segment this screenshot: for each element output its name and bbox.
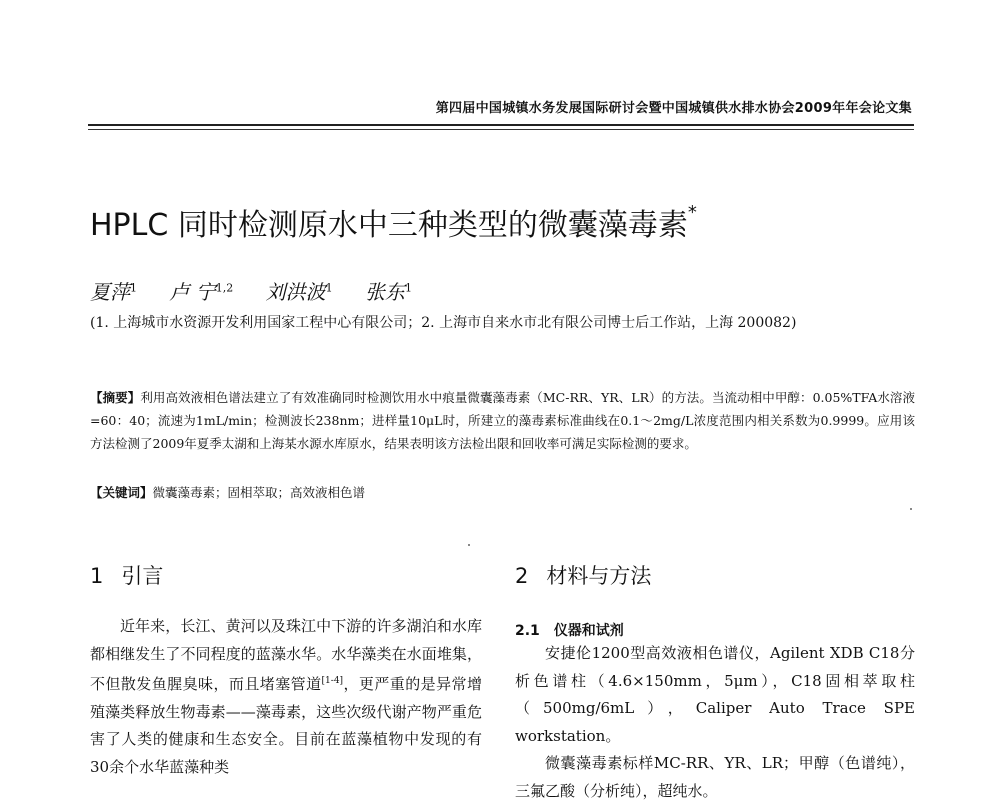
subsection-number: 2.1 (515, 623, 540, 639)
title-footnote-mark: * (687, 202, 697, 223)
header-rule (88, 124, 914, 126)
section-title: 引言 (121, 564, 164, 588)
keywords (90, 483, 915, 501)
keywords-text: 微囊藻毒素；固相萃取；高效液相色谱 (152, 485, 366, 500)
section-1-body (90, 613, 482, 781)
section-number: 1 (90, 564, 104, 588)
subsection-heading (515, 620, 624, 640)
subsection-title: 仪器和试剂 (553, 623, 624, 639)
header-rule-thin (88, 129, 914, 130)
abstract (90, 386, 915, 455)
section-heading (515, 560, 651, 590)
paragraph: 微囊藻毒素标样MC-RR、YR、LR；甲醇（色谱纯），三氟乙酸（分析纯），超纯水。 (515, 754, 915, 800)
section-2-body (515, 640, 915, 805)
author: 张东$^1$ (364, 280, 412, 304)
section-heading (90, 560, 163, 590)
abstract-text: 利用高效液相色谱法建立了有效准确同时检测饮用水中痕量微囊藻毒素（MC-RR、YR、LR）的方法。当流动相中甲醇：0.05%TFA水溶液=60：40；流速为1mL/min；检测波长238nm；进样量10μL时，所建立的藻毒素标准曲线在0.1～2mg/L浓度范围内相关系数为0.9999。应用该方法检测了2009年夏季太湖和上海某水源水库原水，结果表明该方法检出限和回收率可满足实际检测的要求。 (90, 390, 915, 451)
paper-title (90, 200, 697, 244)
running-header: 第四届中国城镇水务发展国际研讨会暨中国城镇供水排水协会2009年年会论文集 (435, 101, 912, 116)
paragraph: 近年来，长江、黄河以及珠江中下游的许多湖泊和水库都相继发生了不同程度的蓝藻水华。水华藻类在水面堆集，不但散发鱼腥臭味，而且堵塞管道[1-4]，更严重的是异常增殖藻类释放生物毒素——藻毒素，这些次级代谢产物严重危害了人类的健康和生态安全。目前在蓝藻植物中发现的有30余个水华蓝藻种类 (90, 617, 482, 776)
author: 刘洪波$^1$ (265, 280, 333, 304)
section-number: 2 (515, 564, 529, 588)
author-list (90, 276, 438, 305)
section-title: 材料与方法 (546, 564, 652, 588)
scan-speck (468, 544, 470, 546)
scan-speck (910, 508, 912, 510)
citation-ref: [1-4] (321, 676, 344, 686)
abstract-label: 【摘要】 (90, 390, 141, 405)
author: 卢 宁$^{1,2}$ (169, 280, 234, 304)
affiliations: (1. 上海城市水资源开发利用国家工程中心有限公司；2. 上海市自来水市北有限公司博士后工作站，上海 200082) (90, 315, 797, 331)
paper-title-text: HPLC 同时检测原水中三种类型的微囊藻毒素 (90, 208, 688, 243)
author: 夏萍$^1$ (90, 280, 137, 304)
keywords-label: 【关键词】 (90, 485, 153, 500)
paragraph: 安捷伦1200型高效液相色谱仪，Agilent XDB C18分析色谱柱（4.6×150mm，5μm），C18固相萃取柱（500mg/6mL），Caliper Auto Trace SPE workstation。 (515, 644, 915, 745)
